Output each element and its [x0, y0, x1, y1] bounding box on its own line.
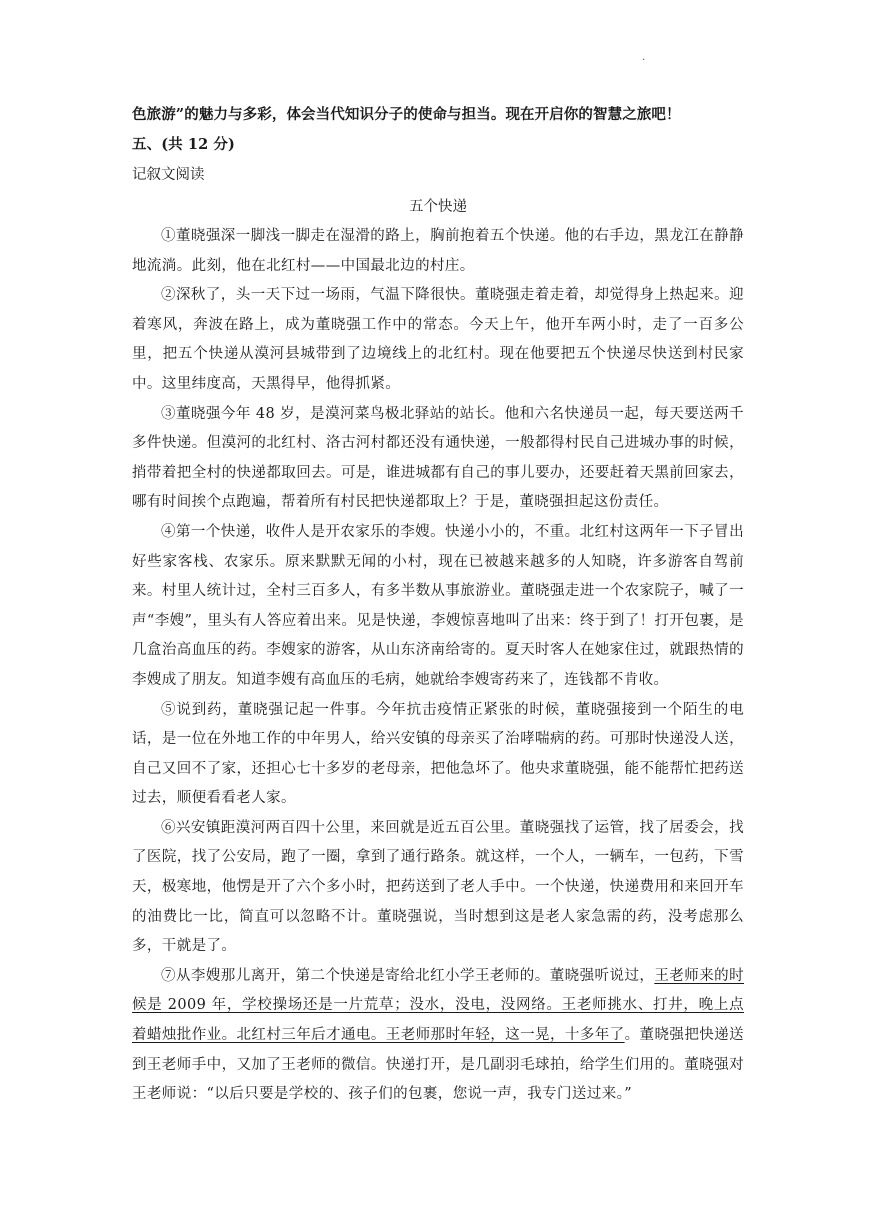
paragraph-5: ⑤说到药，董晓强记起一件事。今年抗击疫情正紧张的时候，董晓强接到一个陌生的电话，是一位在外地工作的中年男人，给兴安镇的母亲买了治哮喘病的药。可那时快递没人送，自己又回不了家，还担心七十多岁的老母亲，把他急坏了。他央求董晓强，能不能帮忙把药送过去，顺便看看老人家。 [132, 701, 744, 807]
paragraph-7 [132, 962, 744, 1110]
paragraph-7-part-1: ⑦从李嫂那儿离开，第二个快递是寄给北红小学王老师的。董晓强听说过， [161, 967, 655, 984]
section-heading: 五、(共 12 分) [132, 136, 235, 153]
paragraph-1: ①董晓强深一脚浅一脚走在湿滑的路上，胸前抱着五个快递。他的右手边，黑龙江在静静地流淌。此刻，他在北红村——中国最北边的村庄。 [132, 228, 744, 274]
genre-label: 记叙文阅读 [132, 167, 205, 183]
paragraph-7-part-2: 。董晓强把快递送到王老师手中，又加了王老师的微信。快递打开，是几副羽毛球拍，给学生们用的。董晓强对王老师说：“以后只要是学校的、孩子们的包裹，您说一声，我专门送过来。” [132, 1027, 744, 1103]
article-title: 五个快递 [409, 199, 467, 215]
intro-line: 色旅游”的魅力与多彩，体会当代知识分子的使命与担当。现在开启你的智慧之旅吧！ [132, 106, 681, 123]
paragraph-7-underlined: 王老师来的时候是 2009 年，学校操场还是一片荒草；没水，没电，没网络。王老师挑水、打井，晚上点着蜡烛批作业。北红村三年后才通电。王老师那时年轻，这一晃，十多年了 [132, 967, 744, 1044]
paragraph-6: ⑥兴安镇距漠河两百四十公里，来回就是近五百公里。董晓强找了运管，找了居委会，找了医院，找了公安局，跑了一圈，拿到了通行路条。就这样，一个人，一辆车，一包药，下雪天，极寒地，他愣是开了六个多小时，把药送到了老人手中。一个快递，快递费用和来回开车的油费比一比，简直可以忽略不计。董晓强说，当时想到这是老人家急需的药，没考虑那么多，干就是了。 [132, 819, 744, 955]
paragraph-3: ③董晓强今年 48 岁，是漠河菜鸟极北驿站的站长。他和六名快递员一起，每天要送两千多件快递。但漠河的北红村、洛古河村都还没有通快递，一般都得村民自己进城办事的时候，捎带着把全村的快递都取回去。可是，谁进城都有自己的事儿要办，还要赶着天黑前回家去，哪有时间挨个点跑遍，帮着所有村民把快递都取上？于是，董晓强担起这份责任。 [132, 405, 744, 511]
paragraph-4: ④第一个快递，收件人是开农家乐的李嫂。快递小小的，不重。北红村这两年一下子冒出好些家客栈、农家乐。原来默默无闻的小村，现在已被越来越多的人知晓，许多游客自驾前来。村里人统计过，全村三百多人，有多半数从事旅游业。董晓强走进一个农家院子，喊了一声“李嫂”，里头有人答应着出来。见是快递，李嫂惊喜地叫了出来：终于到了！打开包裹，是几盒治高血压的药。李嫂家的游客，从山东济南给寄的。夏天时客人在她家住过，就跟热情的李嫂成了朋友。知道李嫂有高血压的毛病，她就给李嫂寄药来了，连钱都不肯收。 [132, 523, 744, 688]
document-body [132, 100, 744, 1110]
page-mark: . [642, 52, 646, 63]
paragraph-2: ②深秋了，头一天下过一场雨，气温下降很快。董晓强走着走着，却觉得身上热起来。迎着寒风，奔波在路上，成为董晓强工作中的常态。今天上午，他开车两小时，走了一百多公里，把五个快递从漠河县城带到了边境线上的北红村。现在他要把五个快递尽快送到村民家中。这里纬度高，天黑得早，他得抓紧。 [132, 287, 744, 392]
